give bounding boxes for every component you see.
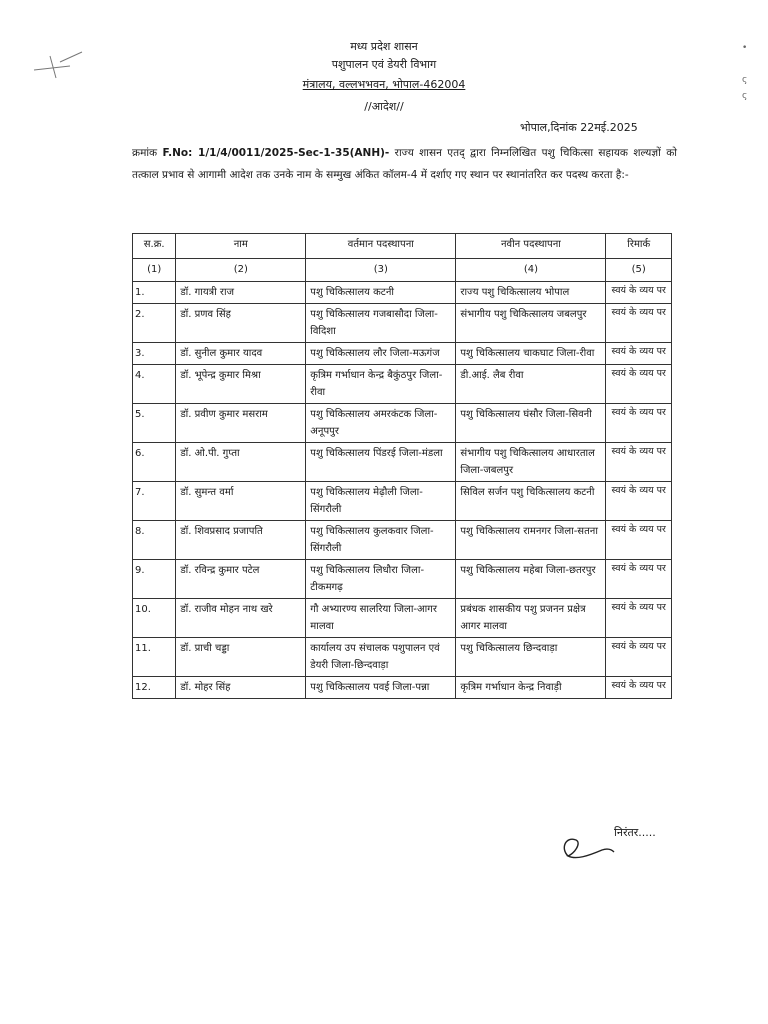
column-number: (4): [456, 259, 606, 282]
serial-cell: 8.: [133, 521, 176, 560]
signature: [558, 830, 618, 866]
new-posting-cell: संभागीय पशु चिकित्सालय जबलपुर: [456, 304, 606, 343]
name-cell: डॉ. ओ.पी. गुप्ता: [176, 443, 306, 482]
table-row: [133, 677, 672, 699]
current-posting-cell: कार्यालय उप संचालक पशुपालन एवं डेयरी जिला-छिन्दवाड़ा: [306, 638, 456, 677]
name-cell: डॉ. प्रवीण कुमार मसराम: [176, 404, 306, 443]
government-name: मध्य प्रदेश शासन: [350, 40, 418, 53]
name-cell: डॉ. राजीव मोहन नाथ खरे: [176, 599, 306, 638]
name-cell: डॉ. मोहर सिंह: [176, 677, 306, 699]
new-posting-cell: पशु चिकित्सालय रामनगर जिला-सतना: [456, 521, 606, 560]
column-number: (1): [133, 259, 176, 282]
column-number: (5): [606, 259, 672, 282]
name-cell: डॉ. गायत्री राज: [176, 282, 306, 304]
name-cell: डॉ. प्रणव सिंह: [176, 304, 306, 343]
table-row: [133, 404, 672, 443]
new-posting-cell: पशु चिकित्सालय छिन्दवाड़ा: [456, 638, 606, 677]
header-serial: स.क्र.: [133, 234, 176, 259]
current-posting-cell: पशु चिकित्सालय कटनी: [306, 282, 456, 304]
serial-cell: 4.: [133, 365, 176, 404]
table-row: [133, 599, 672, 638]
table-row: [133, 521, 672, 560]
remark-cell: स्वयं के व्यय पर: [606, 365, 672, 404]
remark-cell: स्वयं के व्यय पर: [606, 638, 672, 677]
remark-cell: स्वयं के व्यय पर: [606, 443, 672, 482]
remark-cell: स्वयं के व्यय पर: [606, 599, 672, 638]
name-cell: डॉ. प्राची चड्डा: [176, 638, 306, 677]
name-cell: डॉ. सुमन्त वर्मा: [176, 482, 306, 521]
current-posting-cell: कृत्रिम गर्भाधान केन्द्र बैकुंठपुर जिला-रीवा: [306, 365, 456, 404]
margin-marks: • ς ς: [742, 43, 748, 101]
new-posting-cell: राज्य पशु चिकित्सालय भोपाल: [456, 282, 606, 304]
table-row: [133, 365, 672, 404]
new-posting-cell: प्रबंधक शासकीय पशु प्रजनन प्रक्षेत्र आगर मालवा: [456, 599, 606, 638]
current-posting-cell: पशु चिकित्सालय लौर जिला-मऊगंज: [306, 343, 456, 365]
current-posting-cell: पशु चिकित्सालय पवई जिला-पन्ना: [306, 677, 456, 699]
order-prefix: क्रमांक: [132, 147, 158, 159]
new-posting-cell: पशु चिकित्सालय चाकघाट जिला-रीवा: [456, 343, 606, 365]
new-posting-cell: संभागीय पशु चिकित्सालय आधारताल जिला-जबलपुर: [456, 443, 606, 482]
serial-cell: 11.: [133, 638, 176, 677]
new-posting-cell: सिविल सर्जन पशु चिकित्सालय कटनी: [456, 482, 606, 521]
serial-cell: 6.: [133, 443, 176, 482]
table-row: [133, 304, 672, 343]
current-posting-cell: पशु चिकित्सालय गजबासौदा जिला-विदिशा: [306, 304, 456, 343]
new-posting-cell: पशु चिकित्सालय घंसौर जिला-सिवनी: [456, 404, 606, 443]
continued-note: निरंतर.....: [614, 826, 656, 839]
department-name: पशुपालन एवं डेयरी विभाग: [331, 58, 437, 71]
table-row: [133, 560, 672, 599]
name-cell: डॉ. शिवप्रसाद प्रजापति: [176, 521, 306, 560]
current-posting-cell: पशु चिकित्सालय अमरकंटक जिला-अनूपपुर: [306, 404, 456, 443]
office-address: मंत्रालय, वल्लभभवन, भोपाल-462004: [302, 78, 466, 91]
serial-cell: 12.: [133, 677, 176, 699]
file-number: F.No: 1/1/4/0011/2025-Sec-1-35(ANH)-: [162, 147, 390, 159]
new-posting-cell: डी.आई. लैब रीवा: [456, 365, 606, 404]
new-posting-cell: कृत्रिम गर्भाधान केन्द्र निवाड़ी: [456, 677, 606, 699]
remark-cell: स्वयं के व्यय पर: [606, 677, 672, 699]
table-row: [133, 482, 672, 521]
current-posting-cell: पशु चिकित्सालय मेढ़ौली जिला-सिंगरौली: [306, 482, 456, 521]
current-posting-cell: पशु चिकित्सालय पिंडरई जिला-मंडला: [306, 443, 456, 482]
serial-cell: 7.: [133, 482, 176, 521]
name-cell: डॉ. भूपेन्द्र कुमार मिश्रा: [176, 365, 306, 404]
remark-cell: स्वयं के व्यय पर: [606, 521, 672, 560]
table-row: [133, 343, 672, 365]
serial-cell: 3.: [133, 343, 176, 365]
table-row: [133, 282, 672, 304]
serial-cell: 2.: [133, 304, 176, 343]
table-row: [133, 443, 672, 482]
name-cell: डॉ. सुनील कुमार यादव: [176, 343, 306, 365]
order-body: राज्य शासन एतद् द्वारा निम्नलिखित पशु चिकित्सा सहायक शल्यज्ञों को तत्काल प्रभाव से आगामी आदेश तक उनके नाम के सम्मुख अंकित कॉलम-4 में दर्शाए गए स्थान पर स्थानांतरित कर पदस्थ करता है:-: [132, 147, 677, 181]
order-heading: //आदेश//: [364, 100, 404, 113]
table-row: [133, 638, 672, 677]
transfer-table: [132, 233, 672, 699]
column-number: (3): [306, 259, 456, 282]
remark-cell: स्वयं के व्यय पर: [606, 343, 672, 365]
serial-cell: 9.: [133, 560, 176, 599]
remark-cell: स्वयं के व्यय पर: [606, 404, 672, 443]
table-header-row: [133, 234, 672, 259]
column-number-row: [133, 259, 672, 282]
remark-cell: स्वयं के व्यय पर: [606, 482, 672, 521]
column-number: (2): [176, 259, 306, 282]
remark-cell: स्वयं के व्यय पर: [606, 560, 672, 599]
current-posting-cell: पशु चिकित्सालय लिधौरा जिला-टीकमगढ़: [306, 560, 456, 599]
current-posting-cell: पशु चिकित्सालय कुलकवार जिला-सिंगरौली: [306, 521, 456, 560]
order-paragraph: [132, 142, 677, 186]
name-cell: डॉ. रविन्द्र कुमार पटेल: [176, 560, 306, 599]
header-current-posting: वर्तमान पदस्थापना: [306, 234, 456, 259]
remark-cell: स्वयं के व्यय पर: [606, 304, 672, 343]
serial-cell: 10.: [133, 599, 176, 638]
remark-cell: स्वयं के व्यय पर: [606, 282, 672, 304]
place-date: भोपाल,दिनांक 22मई.2025: [520, 121, 638, 134]
serial-cell: 5.: [133, 404, 176, 443]
new-posting-cell: पशु चिकित्सालय महेबा जिला-छतरपुर: [456, 560, 606, 599]
header-remark: रिमार्क: [606, 234, 672, 259]
current-posting-cell: गौ अभ्यारण्य सालरिया जिला-आगर मालवा: [306, 599, 456, 638]
serial-cell: 1.: [133, 282, 176, 304]
header-name: नाम: [176, 234, 306, 259]
header-new-posting: नवीन पदस्थापना: [456, 234, 606, 259]
